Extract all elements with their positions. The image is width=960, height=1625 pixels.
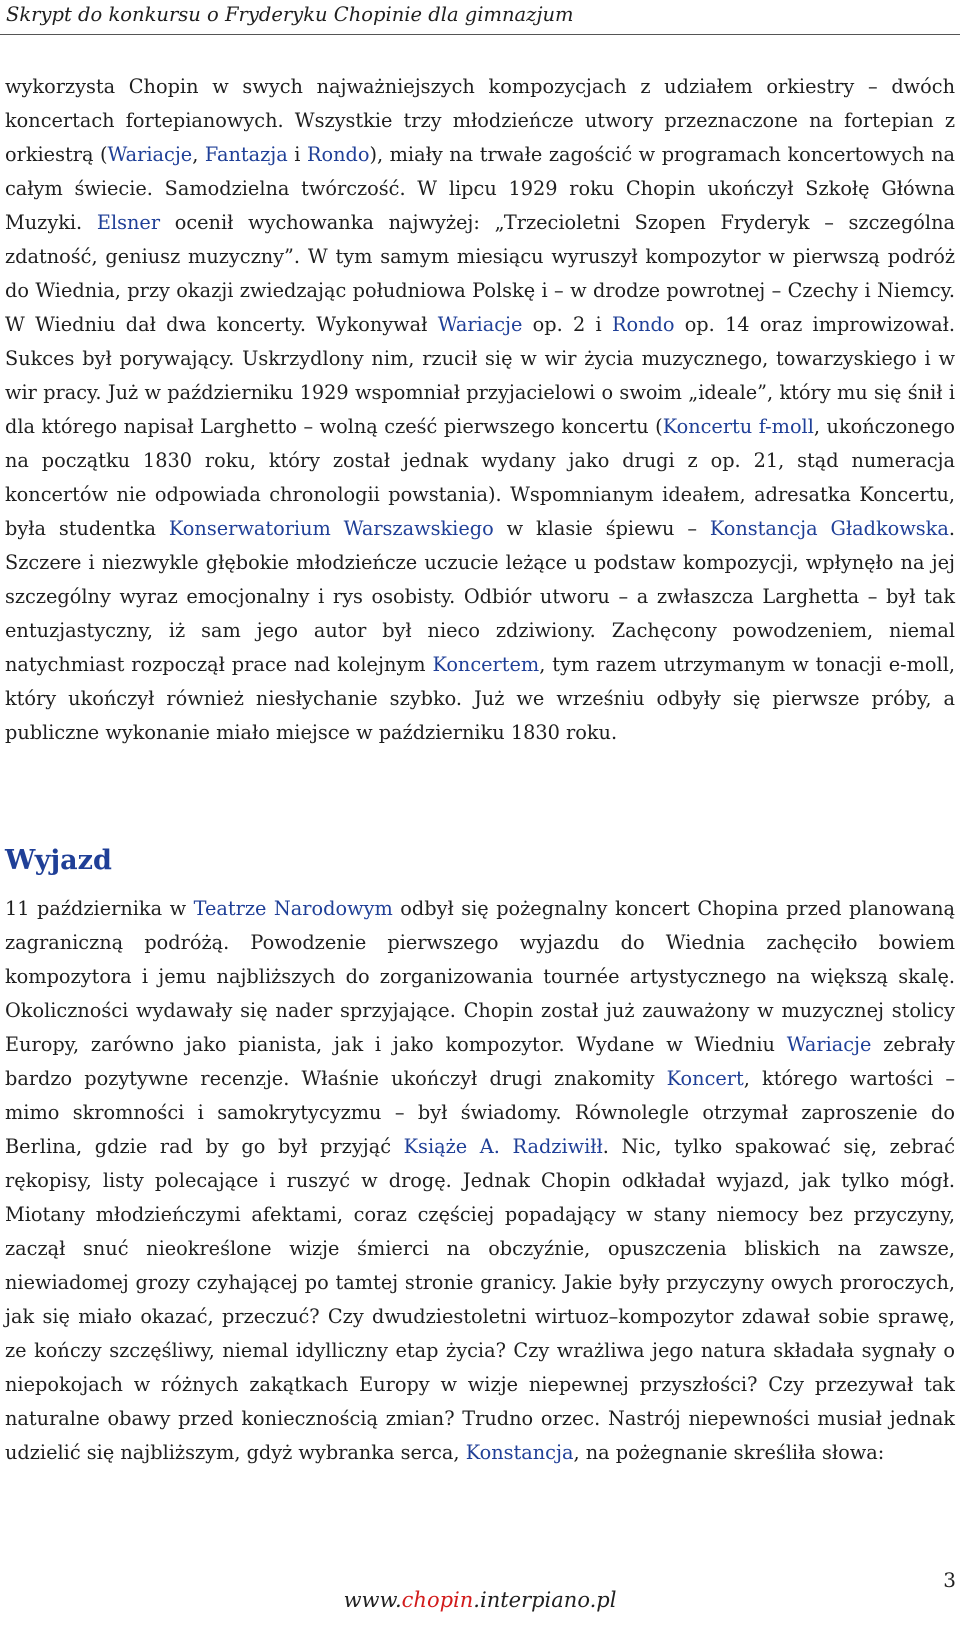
text-segment: op. 2 i [522,313,612,336]
document-title: Skrypt do konkursu o Fryderyku Chopinie dla gimnazjum [6,3,574,26]
inline-link[interactable]: Konstancja [465,1441,574,1464]
inline-link[interactable]: Fantazja [204,143,288,166]
inline-link[interactable]: Koncertu f-moll [662,415,814,438]
inline-link[interactable]: Konstancja Gładkowska [709,517,949,540]
text-segment: , tym razem utrzymanym w tonacji e-moll, który ukończył również niesłychanie szybko. Już we wrześniu odbyły się pierwsze próby, a publiczne wykonanie miało miejsce w październiku 1830 roku. [5,653,955,744]
text-segment: , na pożegnanie skreśliła słowa: [573,1441,885,1464]
url-suffix: .interpiano.pl [473,1588,617,1612]
text-segment: zebrały bardzo pozytywne recenzje. Właśnie ukończył drugi znakomity [5,1033,955,1090]
paragraph-text [5,892,955,1470]
inline-link[interactable]: Rondo [306,143,370,166]
inline-link[interactable]: Elsner [96,211,161,234]
inline-link[interactable]: Koncertem [432,653,540,676]
text-segment: , którego wartości – mimo skromności i samokrytycyzmu – był świadomy. Równolegle otrzymał zaproszenie do Berlina, gdzie rad by go był przyjąć [5,1067,955,1158]
text-segment: 11 października w [5,897,194,920]
text-segment: wykorzysta Chopin w swych najważniejszych kompozycjach z udziałem orkiestry – dwóch koncertach fortepianowych. Wszystkie trzy młodzieńcze utwory przeznaczone na fortepian z orkiestrą ( [5,75,955,166]
section-heading-wyjazd: Wyjazd [5,845,112,876]
inline-link[interactable]: Rondo [611,313,675,336]
paragraph-departure [5,892,955,1470]
inline-link[interactable]: Wariacje [437,313,523,336]
inline-link[interactable]: Wariacje [107,143,193,166]
text-segment: . Nic, tylko spakować się, zebrać rękopisy, listy polecające i ruszyć w drogę. Jednak Chopin odkładał wyjazd, jak tylko mógł. Miotany młodzieńczymi afektami, coraz częściej popadający w stany niemocy bez przyczyny, zaczął snuć nieokreślone wizje śmierci na obczyźnie, opuszczenia bliskich na zawsze, niewiadomej grozy czyhającej po tamtej stronie granicy. Jakie były przyczyny owych proroczych, jak się miało okazać, przeczuć? Czy dwudziestoletni wirtuoz–kompozytor zdawał sobie sprawę, ze kończy szczęśliwy, niemal idylliczny etap życia? Czy wrażliwa jego natura składała sygnały o niepokojach w różnych zakątkach Europy w wizje niepewnej przyszłości? Czy przezywał tak naturalne obawy przed koniecznością zmian? Trudno orzec. Nastrój niepewności musiał jednak udzielić się najbliższym, gdyż wybranka serca, [5,1135,956,1464]
text-segment: op. 14 oraz improwizował. Sukces był porywający. Uskrzydlony nim, rzucił się w wir życia muzycznego, towarzyskiego i w wir pracy. Już w październiku 1929 wspomniał przyjacielowi o swoim „ideale”, który mu się śnił i dla którego napisał Larghetto – wolną cześć pierwszego koncertu ( [5,313,955,438]
inline-link[interactable]: Wariacje [786,1033,872,1056]
page-header [0,0,960,35]
text-segment: w klasie śpiewu – [493,517,710,540]
url-accent: chopin [401,1588,474,1612]
text-segment: ), miały na trwałe zagościć w programach koncertowych na całym świecie. Samodzielna twórczość. W lipcu 1929 roku Chopin ukończył Szkołę Główna Muzyki. [5,143,955,234]
inline-link[interactable]: Konserwatorium Warszawskiego [168,517,494,540]
inline-link[interactable]: Książe A. Radziwiłł [403,1135,603,1158]
text-segment: , [192,143,205,166]
footer-website-link[interactable] [0,1588,960,1612]
text-segment: odbył się pożegnalny koncert Chopina przed planowaną zagraniczną podróżą. Powodzenie pierwszego wyjazdu do Wiednia zachęciło bowiem kompozytora i jemu najbliższych do zorganizowania tournée artystycznego na większą skalę. Okoliczności wydawały się nader sprzyjające. Chopin został już zauważony w muzycznej stolicy Europy, zarówno jako pianista, jak i jako kompozytor. Wydane w Wiedniu [5,897,955,1056]
page-number: 3 [943,1568,956,1592]
inline-link[interactable]: Teatrze Narodowym [193,897,393,920]
text-segment: i [287,143,307,166]
text-segment: . Szczere i niezwykle głębokie młodzieńcze uczucie leżące u podstaw kompozycji, wpłynęło na jej szczególny wyraz emocjonalny i rys osobisty. Odbiór utworu – a zwłaszcza Larghetta – był tak entuzjastyczny, iż sam jego autor był nieco zdziwiony. Zachęcony powodzeniem, niemal natychmiast rozpoczął prace nad kolejnym [5,517,955,676]
text-segment: , ukończonego na początku 1830 roku, który został jednak wydany jako drugi z op. 21, stąd numeracja koncertów nie odpowiada chronologii powstania). Wspomnianym ideałem, adresatka Koncertu, była studentka [5,415,956,540]
text-segment: ocenił wychowanka najwyżej: „Trzecioletni Szopen Fryderyk – szczególna zdatność, geniusz muzyczny”. W tym samym miesiącu wyruszył kompozytor w pierwszą podróż do Wiednia, przy okazji zwiedzając południowa Polskę i – w drodze powrotnej – Czechy i Niemcy. W Wiedniu dał dwa koncerty. Wykonywał [5,211,955,336]
inline-link[interactable]: Koncert [666,1067,744,1090]
paragraph-chopin-early-works [5,70,955,750]
paragraph-text [5,70,955,750]
url-prefix: www. [343,1588,402,1612]
